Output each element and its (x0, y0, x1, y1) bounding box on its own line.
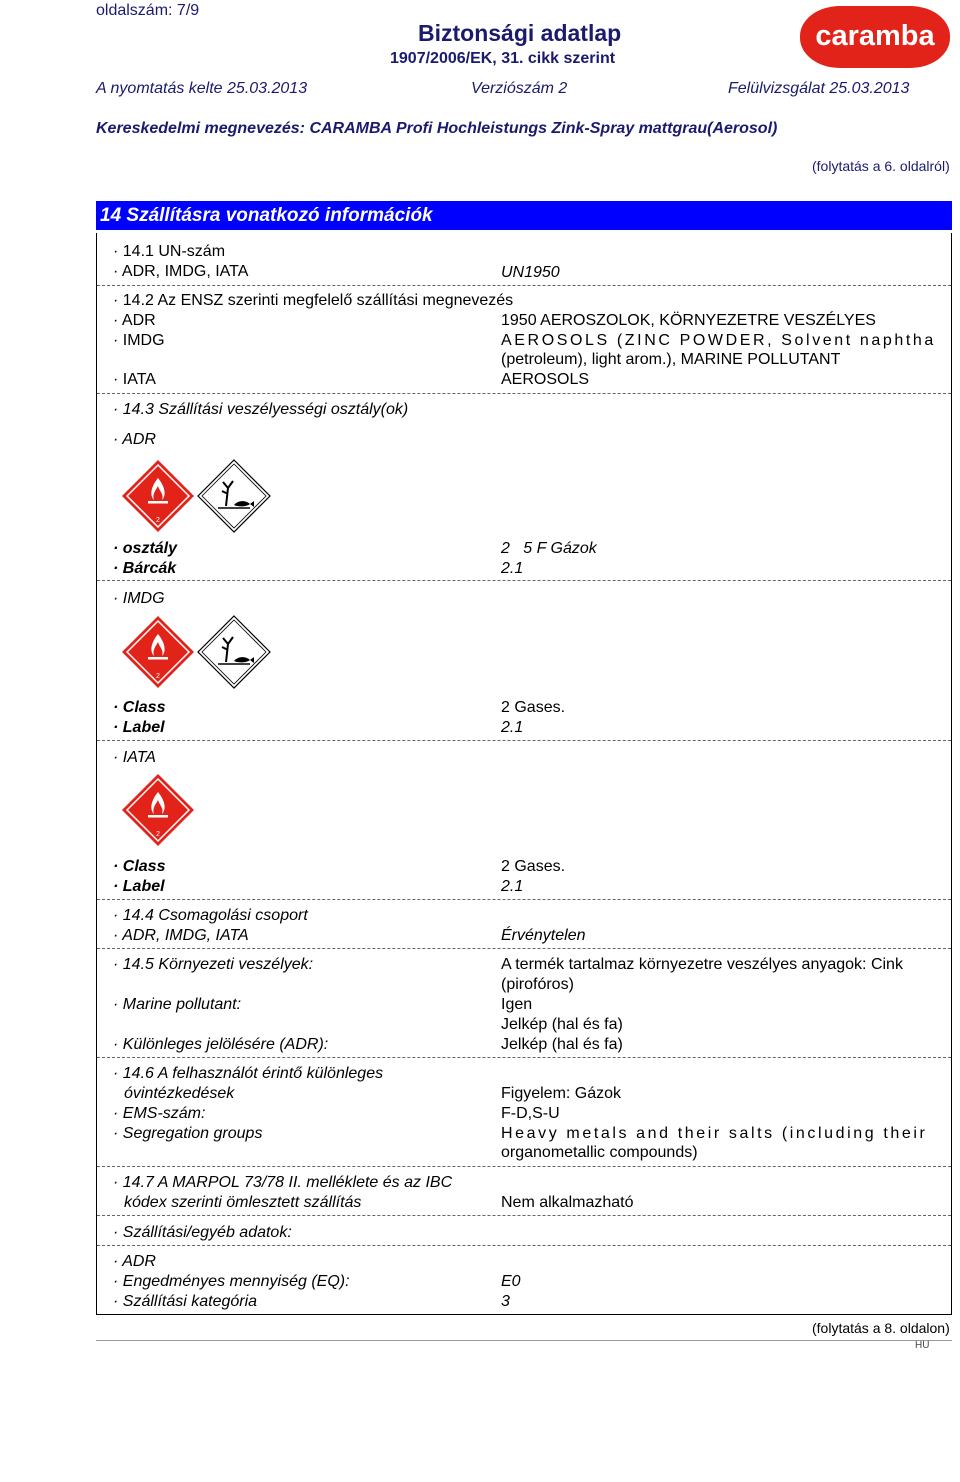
s147-label-line2: kódex szerinti ömlesztett szállítás (124, 1194, 362, 1211)
segregation-value-line1: Heavy metals and their salts (including their (501, 1125, 928, 1142)
imdg-label-label: · Label (113, 719, 165, 736)
iata-label-value: 2.1 (501, 878, 524, 895)
s144-title: · 14.4 Csomagolási csoport (113, 907, 308, 924)
imdg-class-value: 2 Gases. (501, 699, 566, 716)
marine-pollutant-label: · Marine pollutant: (113, 996, 242, 1013)
s142-title: · 14.2 Az ENSZ szerinti megfelelő szállítási megnevezés (113, 292, 514, 309)
s142-iata-value: AEROSOLS (501, 371, 590, 388)
adr-labels-label: · Bárcák (113, 560, 177, 577)
segregation-label: · Segregation groups (113, 1125, 263, 1142)
iata-label: · IATA (113, 749, 156, 766)
other-adr-label: · ADR (113, 1253, 156, 1270)
s142-adr-label: · ADR (113, 312, 156, 329)
s142-iata-label: · IATA (113, 371, 156, 388)
s146-label-line1: · 14.6 A felhasználót érintő különleges (113, 1065, 384, 1082)
special-marking-label: · Különleges jelölésére (ADR): (113, 1036, 329, 1053)
s141-title: · 14.1 UN-szám (113, 243, 226, 260)
language-code: HU (915, 1340, 930, 1351)
s147-value: Nem alkalmazható (501, 1194, 634, 1211)
divider (97, 1057, 951, 1058)
s141-value: UN1950 (501, 264, 560, 281)
transport-category-label: · Szállítási kategória (113, 1293, 258, 1310)
flammable-gas-diamond-icon (120, 772, 196, 848)
iata-class-value: 2 Gases. (501, 858, 566, 875)
document-title: Biztonsági adatlap (418, 20, 622, 46)
s147-label-line1: · 14.7 A MARPOL 73/78 II. melléklete és az IBC (113, 1174, 453, 1191)
ems-label: · EMS-szám: (113, 1105, 206, 1122)
flammable-gas-diamond-icon (120, 458, 196, 534)
s144-value: Érvénytelen (501, 927, 586, 944)
environmental-hazard-diamond-icon (196, 614, 272, 690)
special-marking-value: Jelkép (hal és fa) (501, 1036, 623, 1053)
flammable-gas-diamond-icon (120, 614, 196, 690)
divider (97, 899, 951, 900)
excepted-quantity-label: · Engedményes mennyiség (EQ): (113, 1273, 350, 1290)
adr-class-label: · osztály (113, 540, 178, 557)
footer-rule (96, 1340, 952, 1341)
imdg-class-label: · Class (113, 699, 166, 716)
print-date: A nyomtatás kelte 25.03.2013 (96, 80, 308, 97)
s145-label: · 14.5 Környezeti veszélyek: (113, 956, 314, 973)
s142-adr-value: 1950 AEROSZOLOK, KÖRNYEZETRE VESZÉLYES (501, 312, 876, 329)
adr-class-value: 2 5 F Gázok (501, 540, 597, 557)
adr-label: · ADR (113, 431, 156, 448)
svg-text:2: 2 (156, 517, 160, 524)
iata-label-label: · Label (113, 878, 165, 895)
marine-pollutant-value-line2: Jelkép (hal és fa) (501, 1016, 623, 1033)
continued-to: (folytatás a 8. oldalon) (812, 1320, 950, 1336)
continued-from: (folytatás a 6. oldalról) (812, 158, 950, 174)
s142-imdg-value-line1: AEROSOLS (ZINC POWDER, Solvent naphtha (501, 332, 936, 349)
ems-value: F-D,S-U (501, 1105, 560, 1122)
s142-imdg-value-line2: (petroleum), light arom.), MARINE POLLUTANT (501, 351, 841, 368)
s145-value-line2: (pirofóros) (501, 976, 574, 993)
marine-pollutant-value-line1: Igen (501, 996, 533, 1013)
divider (97, 1166, 951, 1167)
caramba-logo: caramba (800, 6, 950, 68)
page-number: oldalszám: 7/9 (96, 2, 200, 19)
excepted-quantity-value: E0 (501, 1273, 521, 1290)
iata-class-label: · Class (113, 858, 166, 875)
divider (97, 580, 951, 581)
s146-value: Figyelem: Gázok (501, 1085, 622, 1102)
revision-date: Felülvizsgálat 25.03.2013 (728, 80, 910, 97)
s144-label: · ADR, IMDG, IATA (113, 927, 249, 944)
imdg-label: · IMDG (113, 590, 165, 607)
transport-category-value: 3 (501, 1293, 510, 1310)
divider (97, 393, 951, 394)
divider (97, 740, 951, 741)
imdg-label-value: 2.1 (501, 719, 524, 736)
s142-imdg-label: · IMDG (113, 332, 165, 349)
section-title: 14 Szállításra vonatkozó információk (96, 201, 952, 230)
divider (97, 285, 951, 286)
adr-labels-value: 2.1 (501, 560, 524, 577)
segregation-value-line2: organometallic compounds) (501, 1144, 698, 1161)
svg-text:2: 2 (156, 673, 160, 680)
s141-label: · ADR, IMDG, IATA (113, 263, 249, 280)
s145-value-line1: A termék tartalmaz környezetre veszélyes anyagok: Cink (501, 956, 903, 973)
document-subtitle: 1907/2006/EK, 31. cikk szerint (390, 50, 616, 67)
divider (97, 1215, 951, 1216)
other-data-label: · Szállítási/egyéb adatok: (113, 1224, 292, 1241)
s146-label-line2: óvintézkedések (124, 1085, 235, 1102)
environmental-hazard-diamond-icon (196, 458, 272, 534)
version-number: Verziószám 2 (471, 80, 568, 97)
s143-title: · 14.3 Szállítási veszélyességi osztály(ok) (113, 401, 409, 418)
divider (97, 948, 951, 949)
trade-name: Kereskedelmi megnevezés: CARAMBA Profi Hochleistungs Zink-Spray mattgrau(Aerosol) (96, 120, 778, 137)
divider (97, 1245, 951, 1246)
svg-text:2: 2 (156, 831, 160, 838)
